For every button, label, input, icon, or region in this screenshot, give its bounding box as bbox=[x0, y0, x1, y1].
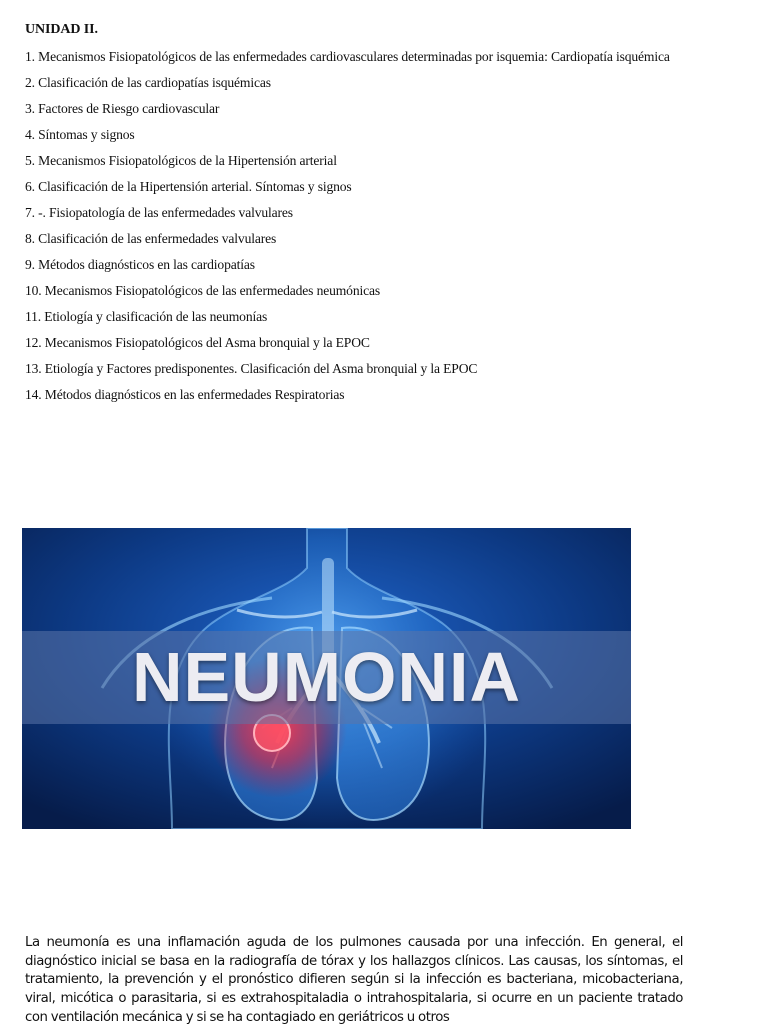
topic-item: 11. Etiología y clasificación de las neumonías bbox=[25, 309, 268, 324]
topic-item: 1. Mecanismos Fisiopatológicos de las enfermedades cardiovasculares determinadas por isquemia: Cardiopatía isquémica bbox=[25, 49, 670, 64]
topic-item: 7. -. Fisiopatología de las enfermedades valvulares bbox=[25, 205, 293, 220]
topic-item: 2. Clasificación de las cardiopatías isquémicas bbox=[25, 75, 271, 90]
topic-item: 10. Mecanismos Fisiopatológicos de las enfermedades neumónicas bbox=[25, 283, 381, 298]
topic-item: 3. Factores de Riesgo cardiovascular bbox=[25, 101, 220, 116]
body-paragraph: La neumonía es una inflamación aguda de los pulmones causada por una infección. En general, el diagnóstico inicial se basa en la radiografía de tórax y los hallazgos clínicos. Las causas, los síntomas, el tratamiento, la prevención y el pronóstico difieren según si la infección es bacteriana, micobacteriana, viral, micótica o parasitaria, si es extrahospitaladia o intrahospitalaria, si ocurre en un paciente tratado con ventilación mecánica y si se ha contagiado en geriátricos u otros bbox=[25, 935, 683, 1024]
topic-item: 13. Etiología y Factores predisponentes. Clasificación del Asma bronquial y la EPOC bbox=[25, 361, 478, 376]
topic-item: 9. Métodos diagnósticos en las cardiopatías bbox=[25, 257, 255, 272]
banner-title: NEUMONIA bbox=[131, 638, 522, 716]
topic-list bbox=[25, 47, 670, 411]
topic-item: 4. Síntomas y signos bbox=[25, 127, 135, 142]
topic-item: 8. Clasificación de las enfermedades valvulares bbox=[25, 231, 277, 246]
topic-item: 12. Mecanismos Fisiopatológicos del Asma bronquial y la EPOC bbox=[25, 335, 370, 350]
topic-item: 14. Métodos diagnósticos en las enfermedades Respiratorias bbox=[25, 387, 345, 402]
topic-item: 6. Clasificación de la Hipertensión arterial. Síntomas y signos bbox=[25, 179, 352, 194]
unit-title: UNIDAD II. bbox=[25, 22, 98, 37]
topic-item: 5. Mecanismos Fisiopatológicos de la Hipertensión arterial bbox=[25, 153, 337, 168]
pneumonia-banner-image bbox=[22, 528, 631, 829]
